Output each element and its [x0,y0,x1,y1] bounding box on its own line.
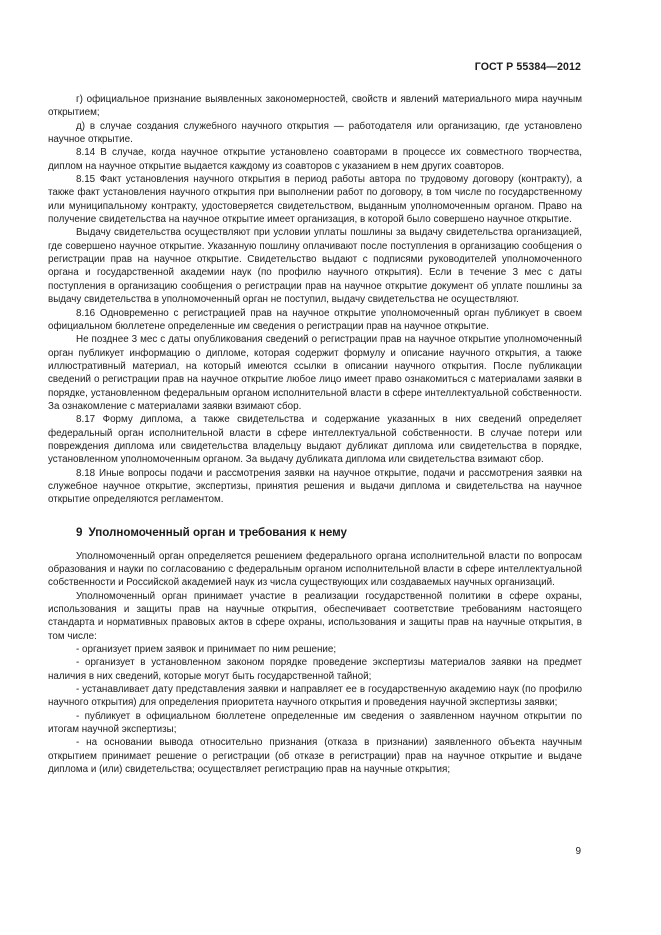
clause-8-18: 8.18 Иные вопросы подачи и рассмотрения заявки на научное открытие, подачи и рассмотрения заявки на служебное научное открытие, экспертизы, принятия решения и выдачи диплома и свидетельства на научное открытие определяются регламентом. [48,467,582,506]
section-heading [48,525,582,540]
paragraph-d: д) в случае создания служебного научного открытия — работодателя или организацию, где установлено научное открытие. [48,120,582,146]
section-9-intro: Уполномоченный орган определяется решением федерального органа исполнительной власти по вопросам образования и науки по согласованию с федеральным органом исполнительной власти в сфере интеллектуальной собственности и Российской академией наук из числа существующих или создаваемых научных организаций. [48,550,582,589]
section-9-duties: Уполномоченный орган принимает участие в реализации государственной политики в сфере охраны, использования и защиты прав на научные открытия, обеспечивает соответствие требованиям настоящего стандарта и нормативных правовых актов в сфере охраны, использования и защиты прав на научные открытия, в том числе: [48,590,582,642]
clause-8-16-publication: Не позднее 3 мес с даты опубликования сведений о регистрации прав на научное открытие уполномоченный орган публикует информацию о дипломе, которая содержит формулу и описание научного открытия, а также иллюстративный материал, на который имеются ссылки в описании научного открытия. После публикации сведений о регистрации прав на научное открытие любое лицо имеет право ознакомиться с материалами заявки в порядке, установленном федеральным органом исполнительной власти в сфере интеллектуальной собственности. За ознакомление с материалами заявки взимают сбор. [48,334,582,412]
document-body [48,93,582,777]
standard-designation: ГОСТ Р 55384—2012 [474,61,581,73]
list-item: - на основании вывода относительно признания (отказа в признании) заявленного объекта научным открытием принимает решение о регистрации (об отказе в регистрации) прав на научное открытие и выдаче диплома и (или) свидетельства; осуществляет регистрацию прав на научные открытия; [48,737,582,776]
list-item: - публикует в официальном бюллетене определенные им сведения о заявленном научном открытии по итогам научной экспертизы; [48,710,582,736]
paragraph-g: г) официальное признание выявленных закономерностей, свойств и явлений материального мира научным открытием; [48,94,582,119]
clause-8-15: 8.15 Факт установления научного открытия в период работы автора по трудовому договору (контракту), а также факт установления научного открытия при выполнении работ по договору, в том числе по государственному или муниципальному контракту, удостоверяется свидетельством, выданным уполномоченным органом. Право на получение свидетельства на научное открытие имеет организация, в которой было совершено научное открытие. [48,174,582,226]
page-number: 9 [575,846,581,857]
clause-8-14: 8.14 В случае, когда научное открытие установлено соавторами в процессе их совместного творчества, диплом на научное открытие выдается каждому из соавторов с указанием в нем других соавторов. [48,147,582,172]
list-item: - устанавливает дату представления заявки и направляет ее в государственную академию наук (по профилю научного открытия) для определения приоритета научного открытия и проведения научной экспертизы заявки; [48,684,582,709]
clause-8-17: 8.17 Форму диплома, а также свидетельства и содержание указанных в них сведений определяет федеральный орган исполнительной власти в сфере интеллектуальной собственности. В случае потери или повреждения диплома или свидетельства владельцу выдают дубликат диплома или свидетельства в порядке, установленном уполномоченным органом. За выдачу дубликата диплома или свидетельства взимают сбор. [48,414,582,466]
clause-8-16: 8.16 Одновременно с регистрацией прав на научное открытие уполномоченный орган публикует в своем официальном бюллетене определенные им сведения о регистрации прав на научное открытие. [48,307,582,332]
list-item: - организует в установленном законом порядке проведение экспертизы материалов заявки на предмет наличия в них сведений, которые могут быть государственной тайной; [48,657,582,682]
list-item: - организует прием заявок и принимает по ним решение; [76,644,337,656]
clause-8-15-fee: Выдачу свидетельства осуществляют при условии уплаты пошлины за выдачу свидетельства организацией, где совершено научное открытие. Указанную пошлину оплачивают после поступления в организацию сообщения о регистрации прав на научное открытие. Свидетельство выдают с подписями руководителей уполномоченного органа и государственной академии наук (по профилю научного открытия). Если в течение 3 мес с даты поступления в организацию сообщения о регистрации прав на научное открытие документ об уплате пошлины за выдачу свидетельства в уполномоченный орган не поступил, выдачу свидетельства не осуществляют. [48,227,582,306]
section-title-text: Уполномоченный орган и требования к нему [88,525,348,539]
section-number: 9 [76,525,83,539]
